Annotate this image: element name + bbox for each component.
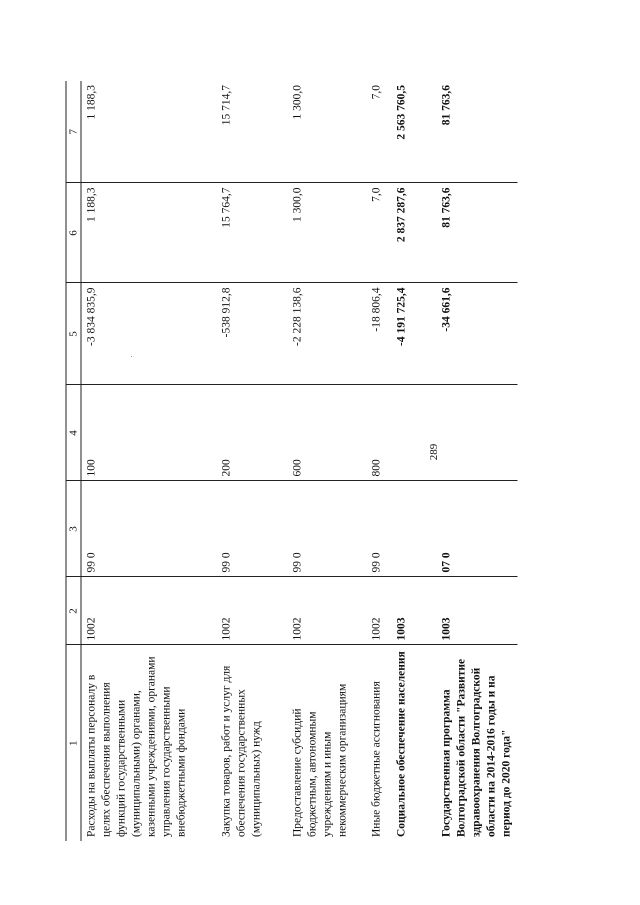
table-row-program [437,81,518,841]
section-code: 1002 [217,577,288,645]
table-row-section-total [392,81,437,841]
amount-col6: 7,0 [367,183,392,283]
amount-col6: 81 763,6 [437,183,518,283]
amount-col7: 1 300,0 [288,81,367,183]
amount-col7: 2 563 760,5 [392,81,437,183]
table-row [367,81,392,841]
expense-type-code: 600 [288,385,367,481]
amount-col7: 1 188,3 [81,81,217,183]
row-name: Социальное обеспечение населения [395,651,408,837]
program-code: 07 0 [437,481,518,577]
amount-col7: 15 714,7 [217,81,288,183]
column-header-4: 4 [66,385,81,481]
program-code [392,481,437,577]
amount-col6: 1 188,3 [81,183,217,283]
expense-type-code: 200 [217,385,288,481]
expense-type-code [392,385,437,481]
budget-table [66,81,518,841]
row-name: Государственная программа Волгоградской области "Развитие здравоохранения Волгоградской области на 2014-2016 годы и на период до 2020 года" [440,658,513,837]
section-code: 1003 [392,577,437,645]
column-header-7: 7 [66,81,81,183]
amount-col7: 81 763,6 [437,81,518,183]
program-code: 99 0 [81,481,217,577]
expense-type-code [437,385,518,481]
section-code: 1003 [437,577,518,645]
rotated-table-sheet [66,81,601,841]
program-code: 99 0 [217,481,288,577]
row-name: Закупка товаров, работ и услуг для обеспечения государственных (муниципальных) нужд [220,665,263,837]
column-header-6: 6 [66,183,81,283]
amount-col5: -2 228 138,6 [288,283,367,385]
program-code: 99 0 [367,481,392,577]
table-row [81,81,217,841]
amount-col5: -34 661,6 [437,283,518,385]
amount-col5: -18 806,4 [367,283,392,385]
page-number: 289 [428,443,440,461]
amount-col6: 15 764,7 [217,183,288,283]
section-code: 1002 [81,577,217,645]
amount-col5: -538 912,8 [217,283,288,385]
amount-col5: -3 834 835,9 [81,283,217,385]
section-code: 1002 [288,577,367,645]
column-header-1: 1 [66,645,81,841]
amount-col5: -4 191 725,4 [392,283,437,385]
section-code: 1002 [367,577,392,645]
table-row [217,81,288,841]
amount-col7: 7,0 [367,81,392,183]
amount-col6: 2 837 287,6 [392,183,437,283]
row-name: Расходы на выплаты персоналу в целях обеспечения выполнения функций государственными (муниципальными) органами, казенными учреждениями, органами управления государственными внебюджетными фондами [85,656,188,837]
expense-type-code: 100 [81,385,217,481]
column-header-2: 2 [66,577,81,645]
header-row [66,81,81,841]
expense-type-code: 800 [367,385,392,481]
row-name: Предоставление субсидий бюджетным, автономным учреждениям и иным некоммерческим организациям [291,683,349,837]
program-code: 99 0 [288,481,367,577]
column-header-3: 3 [66,481,81,577]
row-name: Иные бюджетные ассигнования [370,681,383,837]
table-row [288,81,367,841]
amount-col6: 1 300,0 [288,183,367,283]
column-header-5: 5 [66,283,81,385]
